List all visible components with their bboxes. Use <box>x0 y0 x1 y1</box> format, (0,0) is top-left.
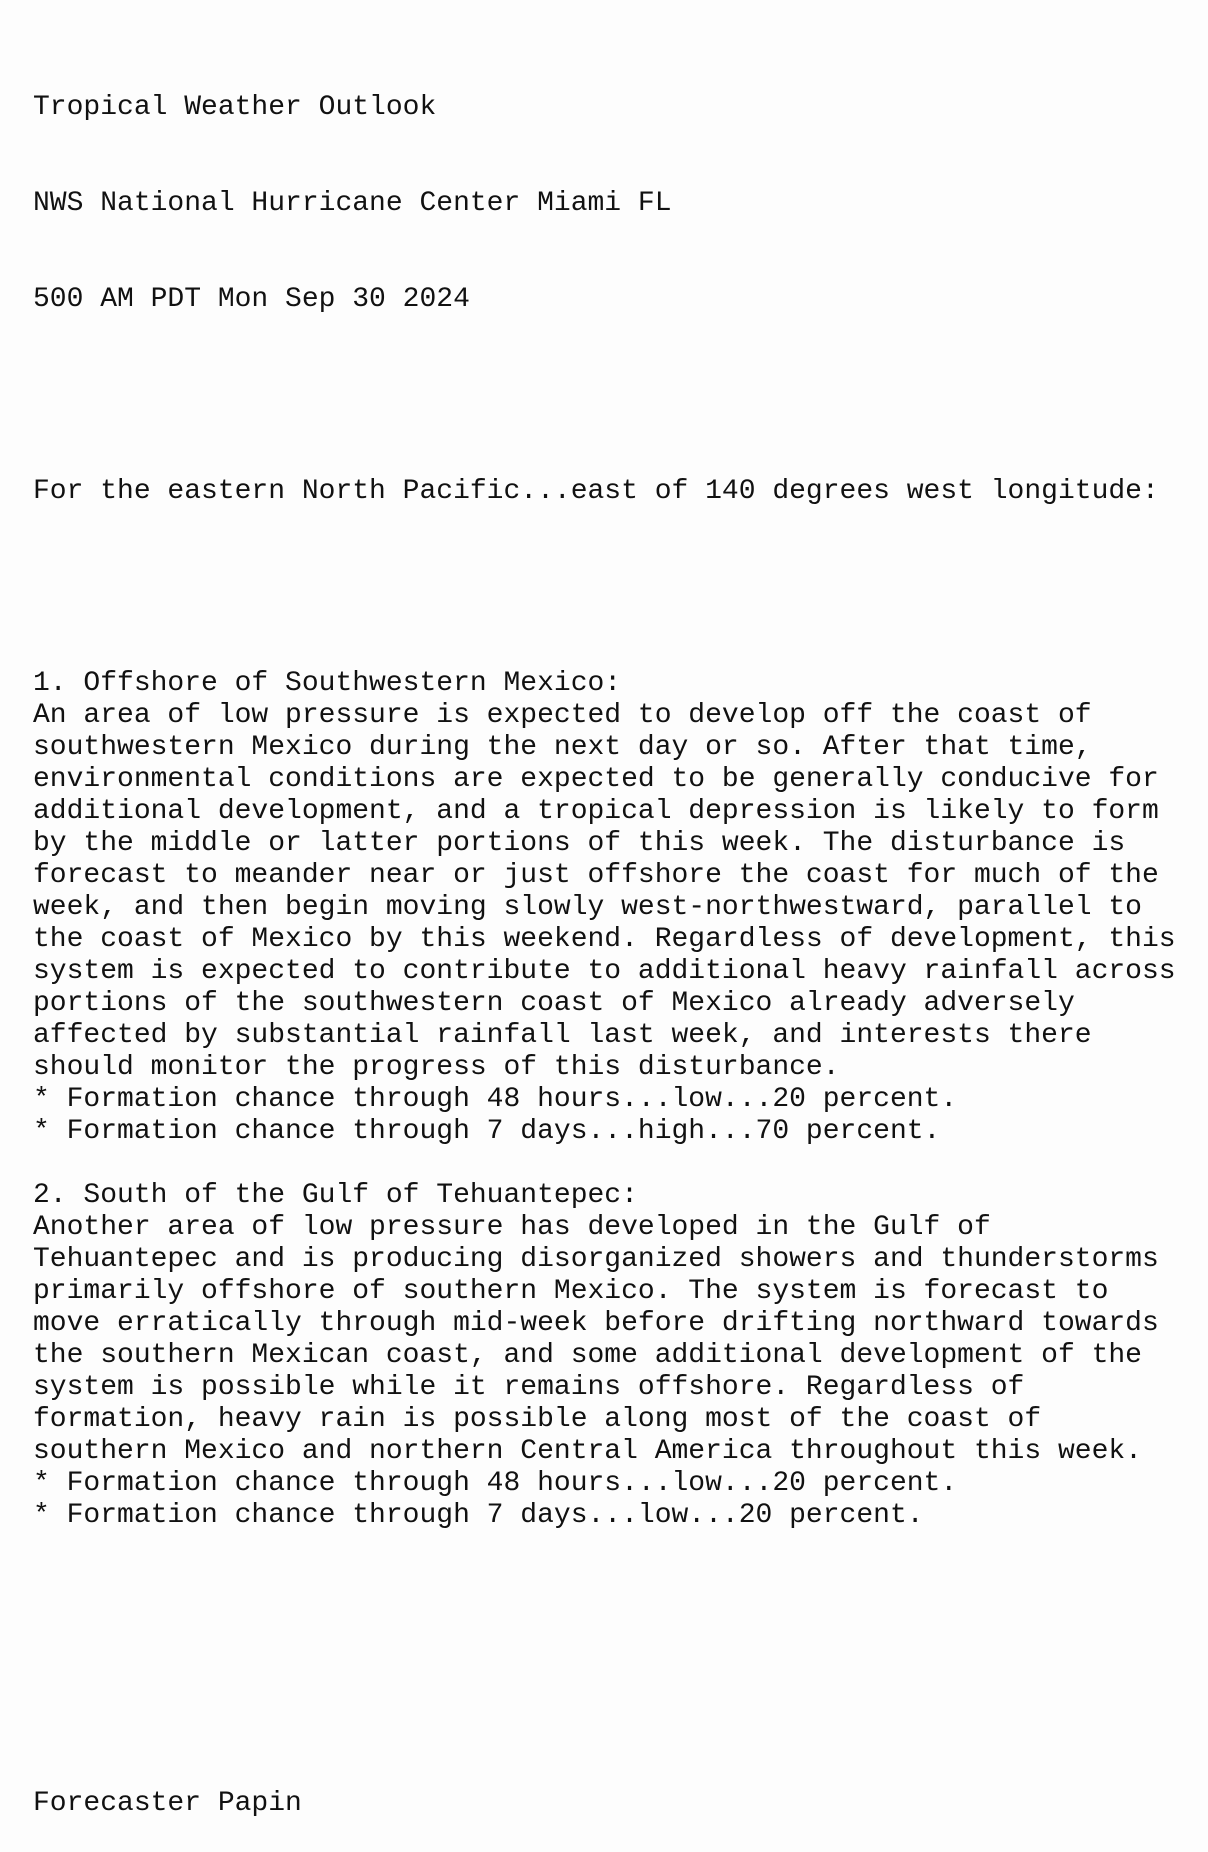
formation-chance-7d: * Formation chance through 7 days...low...20 percent. <box>33 1500 924 1531</box>
forecaster-signature: Forecaster Papin <box>33 1788 302 1819</box>
system-discussion-line: move erratically through mid-week before drifting northward towards <box>33 1308 1159 1339</box>
system-discussion-line: environmental conditions are expected to be generally conducive for <box>33 764 1159 795</box>
issuing-office: NWS National Hurricane Center Miami FL <box>33 188 672 219</box>
system-discussion-line: should monitor the progress of this disturbance. <box>33 1052 840 1083</box>
issue-time: 500 AM PDT Mon Sep 30 2024 <box>33 284 470 315</box>
system-discussion-line: the coast of Mexico by this weekend. Regardless of development, this <box>33 924 1176 955</box>
formation-chance-48h: * Formation chance through 48 hours...low...20 percent. <box>33 1468 958 1499</box>
blank-line <box>33 1148 1176 1180</box>
system-discussion-line: formation, heavy rain is possible along most of the coast of <box>33 1404 1042 1435</box>
system-discussion-line: affected by substantial rainfall last week, and interests there <box>33 1020 1092 1051</box>
system-discussion-line: Tehuantepec and is producing disorganized showers and thunderstorms <box>33 1244 1159 1275</box>
system-discussion-line: southwestern Mexico during the next day or so. After that time, <box>33 732 1092 763</box>
system-heading: 1. Offshore of Southwestern Mexico: <box>33 668 622 699</box>
system-discussion-line: Another area of low pressure has developed in the Gulf of <box>33 1212 991 1243</box>
system-discussion-line: by the middle or latter portions of this week. The disturbance is <box>33 828 1126 859</box>
system-discussion-line: system is expected to contribute to additional heavy rainfall across <box>33 956 1176 987</box>
system-discussion-line: week, and then begin moving slowly west-northwestward, parallel to <box>33 892 1142 923</box>
system-discussion-line: An area of low pressure is expected to develop off the coast of <box>33 700 1092 731</box>
formation-chance-48h: * Formation chance through 48 hours...low...20 percent. <box>33 1084 958 1115</box>
systems-list <box>33 668 1176 1532</box>
system-discussion-line: portions of the southwestern coast of Mexico already adversely <box>33 988 1075 1019</box>
system-discussion-line: forecast to meander near or just offshore the coast for much of the <box>33 860 1159 891</box>
document-title: Tropical Weather Outlook <box>33 92 437 123</box>
formation-chance-7d: * Formation chance through 7 days...high...70 percent. <box>33 1116 941 1147</box>
basin-intro: For the eastern North Pacific...east of 140 degrees west longitude: <box>33 476 1159 507</box>
system-discussion-line: system is possible while it remains offshore. Regardless of <box>33 1372 1025 1403</box>
system-discussion-line: southern Mexico and northern Central America throughout this week. <box>33 1436 1142 1467</box>
system-discussion-line: the southern Mexican coast, and some additional development of the <box>33 1340 1142 1371</box>
system-discussion-line: additional development, and a tropical depression is likely to form <box>33 796 1159 827</box>
system-heading: 2. South of the Gulf of Tehuantepec: <box>33 1180 638 1211</box>
outlook-document <box>33 28 1176 1852</box>
system-discussion-line: primarily offshore of southern Mexico. The system is forecast to <box>33 1276 1109 1307</box>
